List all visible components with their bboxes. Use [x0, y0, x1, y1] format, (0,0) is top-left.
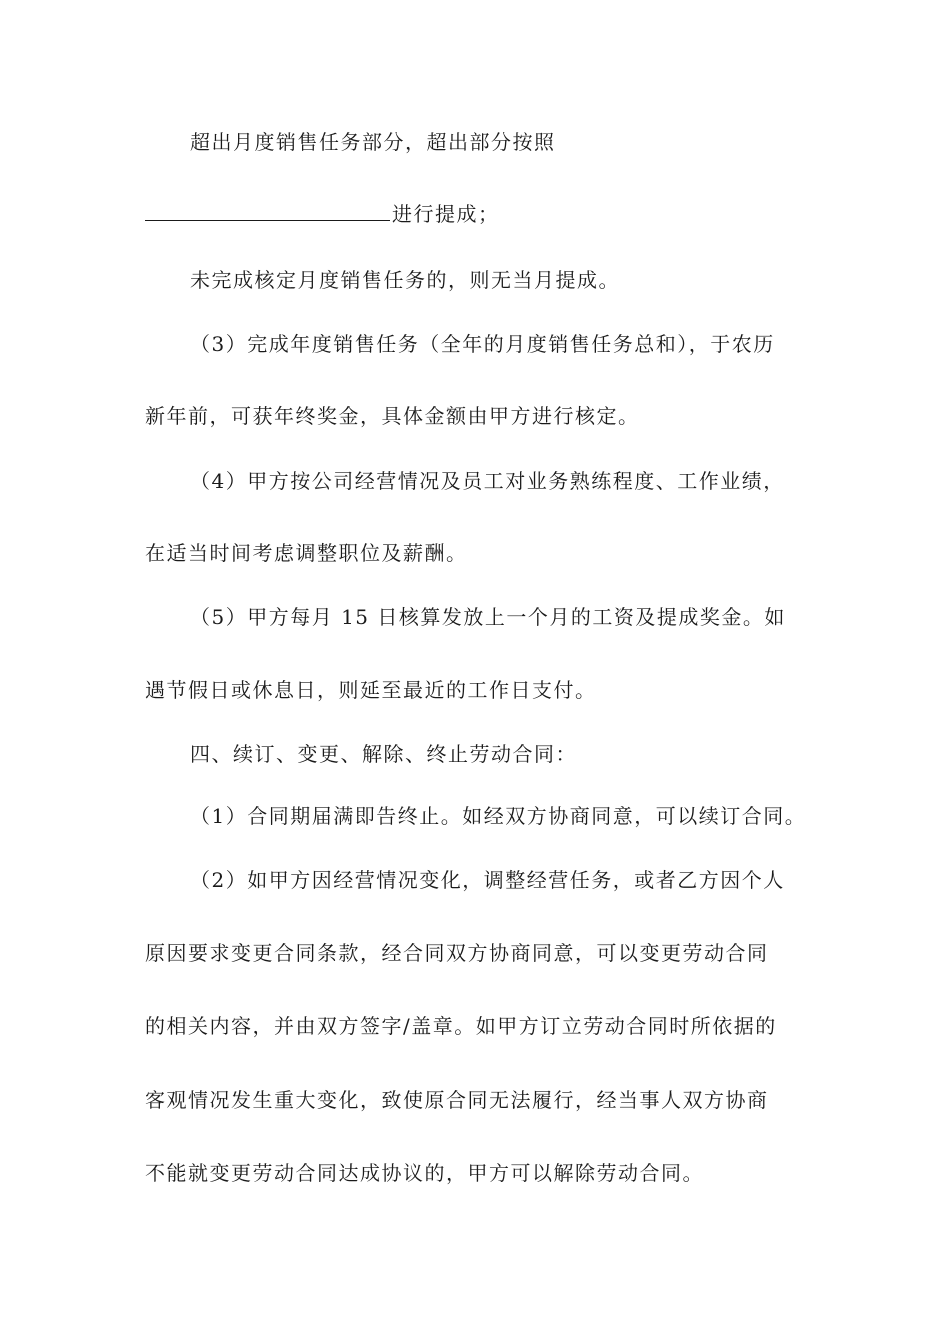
- paragraph-line: 原因要求变更合同条款，经合同双方协商同意，可以变更劳动合同: [145, 941, 769, 965]
- paragraph-line: （3）完成年度销售任务（全年的月度销售任务总和），于农历: [190, 332, 775, 356]
- fill-in-blank-line: [145, 202, 390, 221]
- paragraph-line: 不能就变更劳动合同达成协议的，甲方可以解除劳动合同。: [145, 1161, 704, 1185]
- paragraph-line: （1）合同期届满即告终止。如经双方协商同意，可以续订合同。: [190, 804, 807, 828]
- paragraph-line: （4）甲方按公司经营情况及员工对业务熟练程度、工作业绩，: [190, 469, 785, 493]
- paragraph-line: 超出月度销售任务部分，超出部分按照: [190, 130, 556, 154]
- paragraph-text: 进行提成；: [392, 202, 500, 226]
- paragraph-line: 的相关内容，并由双方签字/盖章。如甲方订立劳动合同时所依据的: [145, 1014, 777, 1038]
- paragraph-line-with-blank: [145, 200, 500, 228]
- section-heading: 四、续订、变更、解除、终止劳动合同：: [190, 742, 577, 766]
- paragraph-line: （5）甲方每月 15 日核算发放上一个月的工资及提成奖金。如: [190, 605, 786, 629]
- paragraph-line: 新年前，可获年终奖金，具体金额由甲方进行核定。: [145, 404, 640, 428]
- paragraph-line: （2）如甲方因经营情况变化，调整经营任务，或者乙方因个人: [190, 868, 785, 892]
- paragraph-line: 遇节假日或休息日，则延至最近的工作日支付。: [145, 678, 597, 702]
- paragraph-line: 未完成核定月度销售任务的，则无当月提成。: [190, 268, 620, 292]
- paragraph-line: 在适当时间考虑调整职位及薪酬。: [145, 541, 468, 565]
- paragraph-line: 客观情况发生重大变化，致使原合同无法履行，经当事人双方协商: [145, 1088, 769, 1112]
